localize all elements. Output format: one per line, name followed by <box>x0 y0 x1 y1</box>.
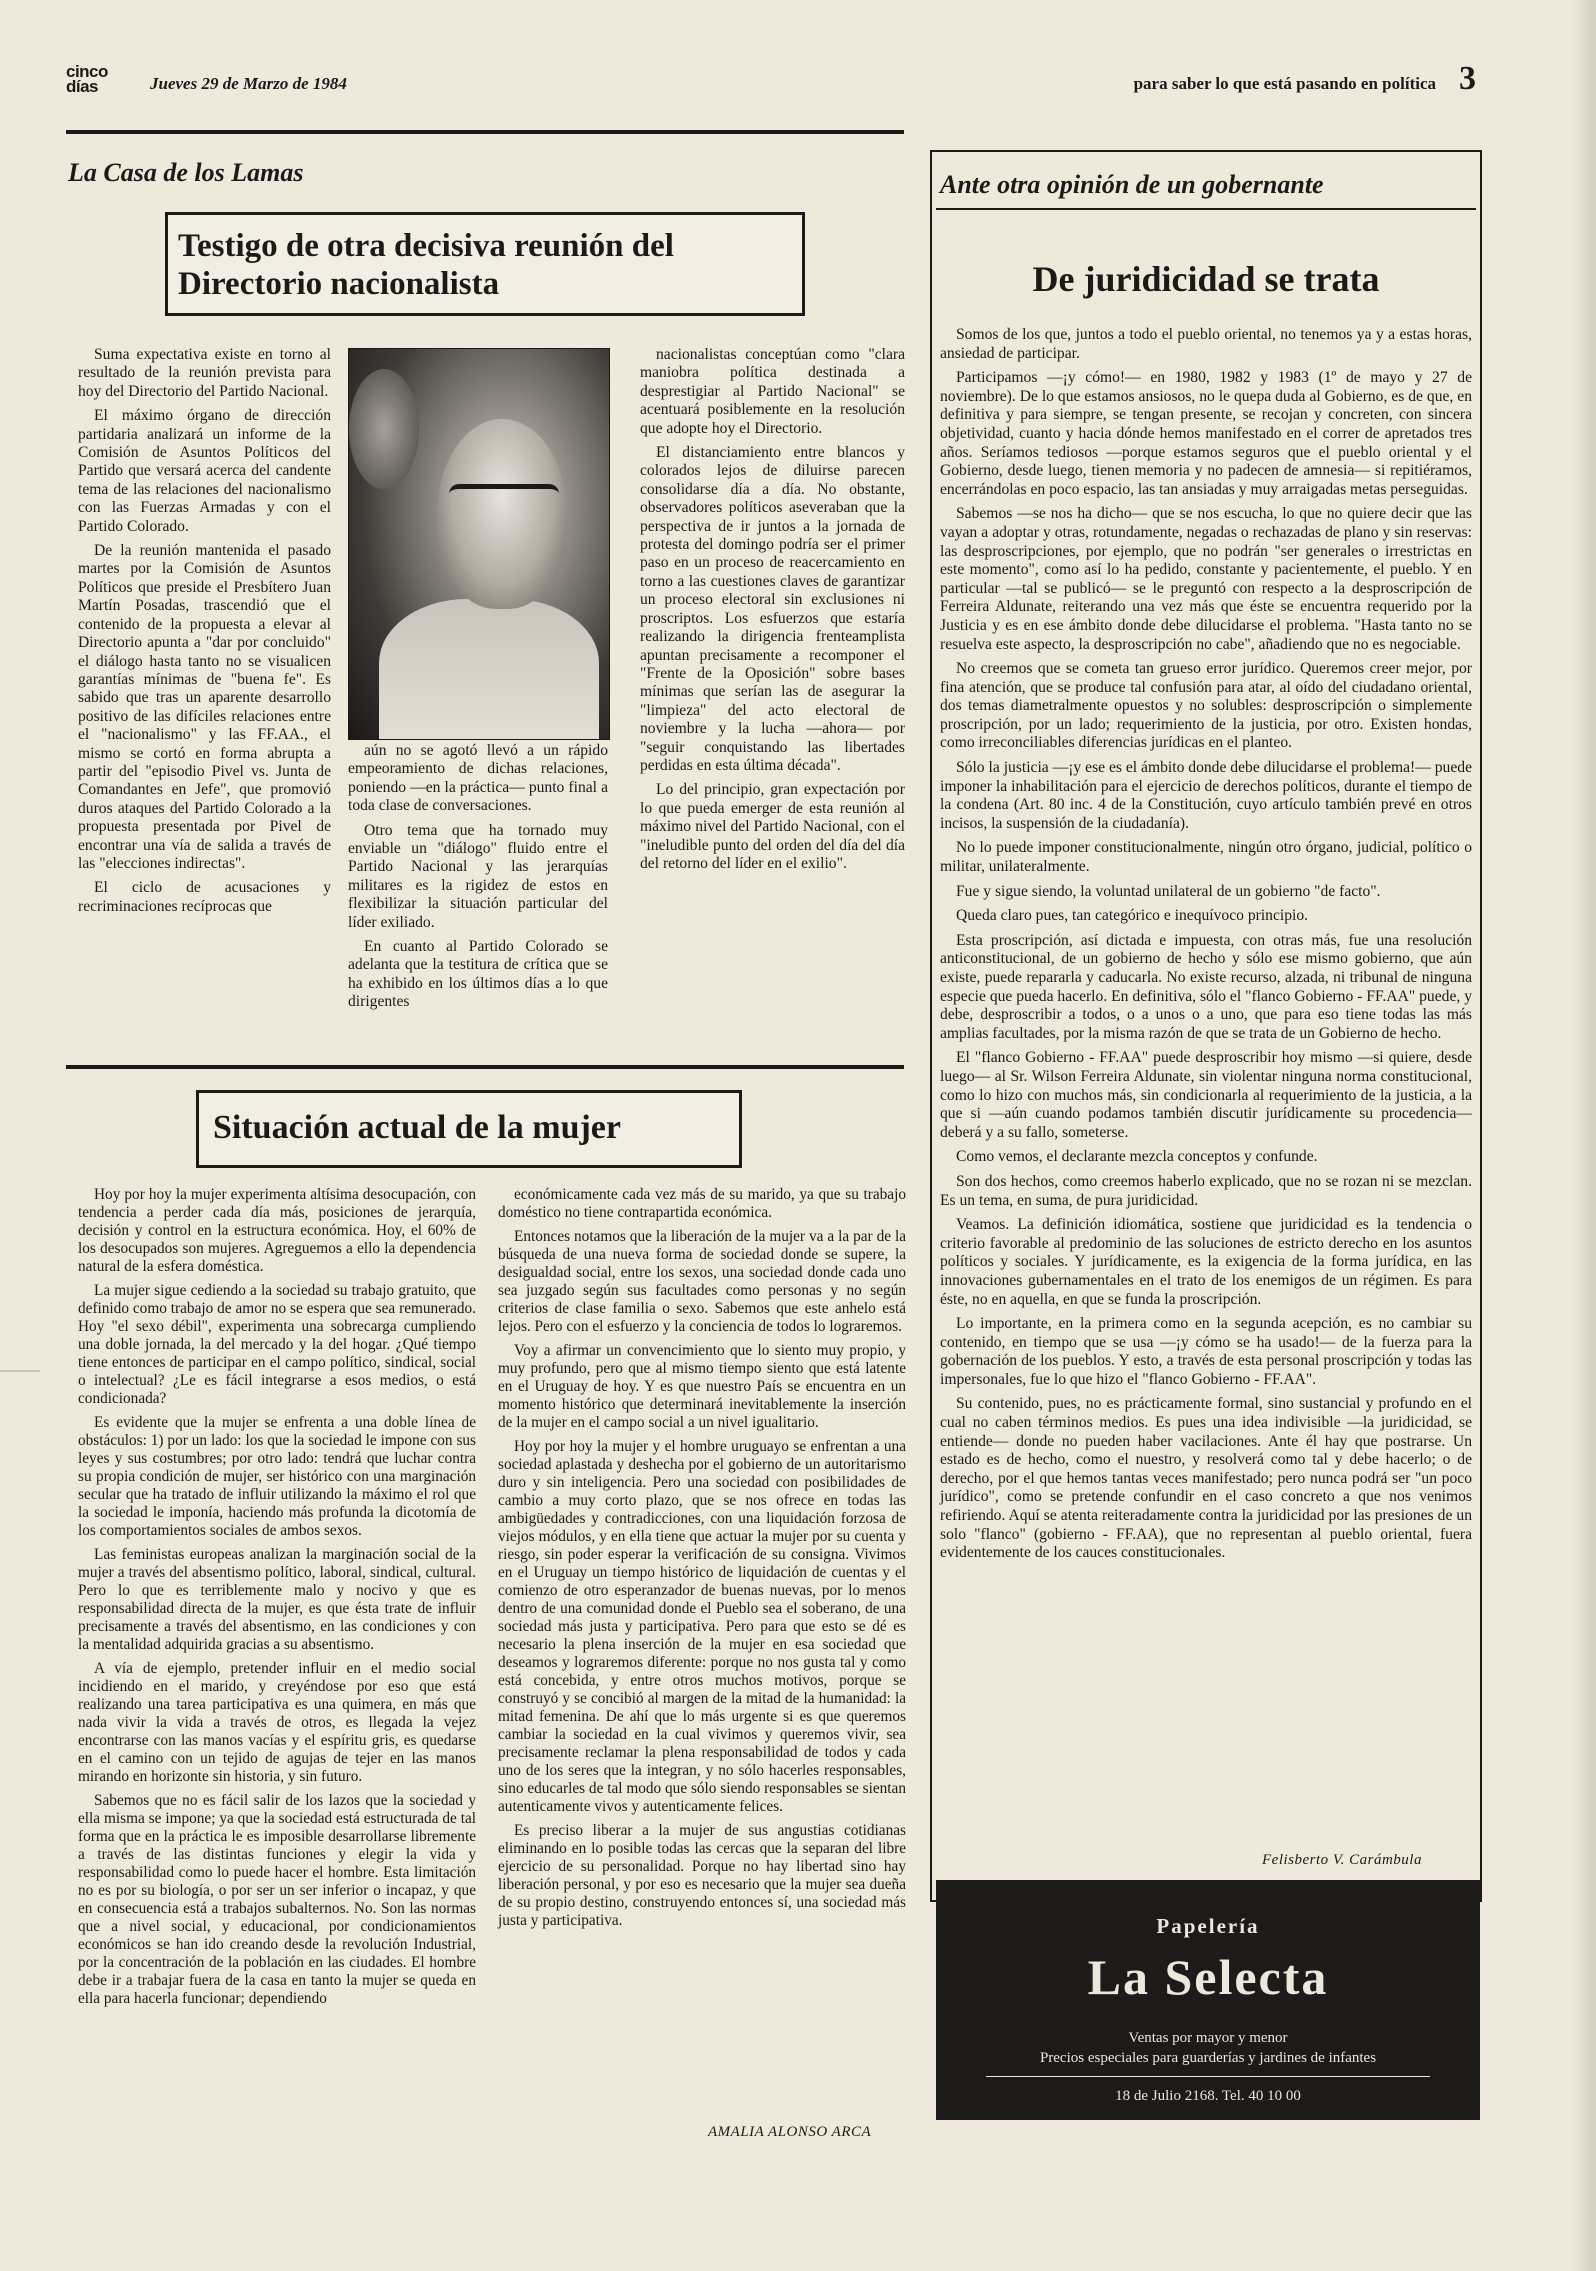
advertisement <box>936 1880 1480 2120</box>
paragraph: Su contenido, pues, no es prácticamente formal, sino sustancial y profundo en el cual no caben términos medios. Es pues una idea indivisible —la juridicidad, se entiende— donde no pueden haber vacilaciones. Ante él hay que postrarse. Un estado es de hecho, como el nuestro, y resolverá como tal y debe hacerlo; o de derecho, por el que hemos tantas veces manifestado; pero nunca podrá ser "un poco jurídico", como se pretende confundir en el caso concreto a que nos venimos refiriendo. Aquí se atenta reiteradamente contra la juridicidad por las presiones de un solo "flanco" (gobierno - FF.AA), que no representan al pueblo oriental, fuera evidentemente de los cauces constitucionales. <box>940 1395 1472 1562</box>
paragraph: Es evidente que la mujer se enfrenta a una doble línea de obstáculos: 1) por un lado: los que la sociedad le impone con sus leyes y sus costumbres; por otro lado: tendrá que luchar contra su propia condición de mujer, ser histórico con una marginación secular que ha tratado de influir utilizando la máximo el rol que la sociedad le imponía, haciendo más profunda la dicotomía de los comportamientos sociales de ambos sexos. <box>78 1414 476 1539</box>
paragraph: Somos de los que, juntos a todo el pueblo oriental, no tenemos ya y a estas horas, ansiedad de participar. <box>940 326 1472 362</box>
article1-headline <box>165 212 805 316</box>
paragraph: El ciclo de acusaciones y recriminaciones recíprocas que <box>78 879 331 915</box>
paragraph: La mujer sigue cediendo a la sociedad su trabajo gratuito, que definido como trabajo de amor no se espera que sea remunerado. Hoy "el sexo débil", experimenta una sobrecarga cumpliendo una doble jornada, la del mercado y la del hogar. ¿Qué tiempo tiene entonces de participar en el campo político, sindical, social o intelectual? ¿Le es fácil integrarse a esos medios, o está condicionada? <box>78 1282 476 1407</box>
photo-background-figure <box>349 369 419 489</box>
photo-figure-face <box>437 419 567 609</box>
logo-line1: cinco <box>66 62 108 81</box>
article1-column2 <box>348 742 608 1042</box>
article2-headline: Situación actual de la mujer <box>196 1090 742 1168</box>
kicker-rule <box>936 208 1476 210</box>
paragraph: A vía de ejemplo, pretender influir en el medio social incidiendo en el marido, y creyéndose por eso que está realizando una tarea participativa es una quimera, en más que nada vivir la vida a través de otros, es llegada la vejez encontrarse con las manos vacías y el espíritu gris, es quedarse en el camino con un tejido de agujas de tejer en las manos mirando en horizonte sin historia, y sin futuro. <box>78 1660 476 1785</box>
paragraph: Las feministas europeas analizan la marginación social de la mujer a través del absentismo político, laboral, sindical, cultural. Pero lo que es terriblemente malo y nocivo y que es responsabilidad directa de la mujer, es que ésta trate de influir precisamente a través del absentismo, en las condiciones y con la mentalidad adquirida gracias a su absentismo. <box>78 1546 476 1653</box>
ad-divider <box>986 2076 1430 2077</box>
newspaper-logo <box>66 64 108 94</box>
article1-kicker: La Casa de los Lamas <box>68 158 304 187</box>
paragraph: Suma expectativa existe en torno al resultado de la reunión prevista para hoy del Directorio del Partido Nacional. <box>78 346 331 400</box>
paragraph: No creemos que se cometa tan grueso error jurídico. Queremos creer mejor, por fina atención, que se produce tal confusión para atar, al oído del ciudadano oriental, dos temas diametralmente opuestos y no solubles: desproscripción o simplemente proscripción, por un lado; requerimiento de la justicia, por otro. Existen hondas, como irreconciliables diferencias jurídicas en el planteo. <box>940 660 1472 752</box>
paragraph: Otro tema que ha tornado muy enviable un "diálogo" fluido entre el Partido Nacional y las jerarquías militares es la rigidez de estos en flexibilizar la situación particular del líder exiliado. <box>348 821 608 931</box>
paragraph: Hoy por hoy la mujer y el hombre uruguayo se enfrentan a una sociedad aplastada y deshecha por el gobierno de un autoritarismo duro y sin inteligencia. Pero una sociedad con posibilidades de cambio a muy corto plazo, que se nos ofrece en todas las ambigüedades y contradicciones, con una liquidación forzosa de viejos módulos, y en ella tiene que actuar la mujer por su cuenta y riesgo, sin poder esperar la verificación de su consigna. Vivimos en el Uruguay un tiempo histórico de liquidación de cuentas y el comienzo de otro esperanzador de buenas nuevas, por lo menos dentro de una comunidad donde el Pueblo sea el soberano, de una sociedad más justa y participativa. Pero para que esto se dé es necesario la plena inserción de la mujer en esa sociedad que deseamos y lograremos diferente: porque no nos gusta tal y como está concebida, y entre otros muchos motivos, porque se construyó y se concibió al margen de la mitad de la humanidad: la mitad femenina. De ahí que lo más urgente si es que queremos cambiar la sociedad en la cual vivimos y queremos vivir, sea precisamente reclamar la plena responsabilidad de todos y cada uno de los seres que la integran, y no sólo hacerles responsables, sino educarles de tal modo que sólo siendo responsables se sientan autenticamente vivos y autenticamente felices. <box>498 1438 906 1815</box>
paragraph: aún no se agotó llevó a un rápido empeoramiento de dichas relaciones, poniendo —en la práctica— punto final a toda clase de conversaciones. <box>348 742 608 815</box>
paragraph: Participamos —¡y cómo!— en 1980, 1982 y 1983 (1º de mayo y 27 de noviembre). De lo que estamos ansiosos, no le quepa duda al Gobierno, es de que, en definitiva y para siempre, se tengan presente, se recojan y concreten, con sincera objetividad, cuanto y hacia dónde hemos manifestado en el correr de apretados tres años. Seríamos tediosos —porque estamos seguros que el pueblo oriental y el Gobierno, desde luego, tienen memoria y no padecen de amnesia— si repitiéramos, encerrándolas en poco espacio, las tan ansiadas y muy arraigadas metas perseguidas. <box>940 369 1472 498</box>
paragraph: Queda claro pues, tan categórico e inequívoco principio. <box>956 907 1309 925</box>
article1-headline-line2: Directorio nacionalista <box>178 266 500 302</box>
photo-figure-body <box>379 599 599 740</box>
paragraph: Sabemos —se nos ha dicho— que se nos escucha, lo que no quiere decir que las vayan a adoptar y otras, rotundamente, negadas o rechazadas de plano y sin reservas: las desproscripciones, por ejemplo, que no podrán "ser generales o irrestrictas en este momento", como así lo ha pedido, constante y pacientemente, el pueblo. Y en particular —tal se publicó— se le preguntó con respecto a la desproscripción de Ferreira Aldunate, reiterando una vez más que éste se encuentra requerido por la Justicia y es en ese ámbito donde debe dilucidarse el problema. "Hasta tanto no se resuelva este aspecto, la desproscripción no cabe", añadiendo que no es negociable. <box>940 505 1472 653</box>
article1-column1 <box>78 346 331 1046</box>
paragraph: Sabemos que no es fácil salir de los lazos que la sociedad y ella misma se impone; ya que la sociedad está estructurada de tal forma que en la práctica le es imposible desarrollarse libremente a través de las distintas funciones y elegir la vida y responsabilidad como lo puede hacer el hombre. Esta limitación no es por su biología, o por ser un ser inferior o incapaz, y que en consecuencia está a trabajos subalternos. No. Son las normas que a nivel social, y educacional, por condicionamientos económicos se han ido creando desde la revolución Industrial, por la concentración de la población en las ciudades. El hombre debe ir a trabajar fuera de la casa en tanto la mujer se queda en ella para hacerla funcionar; dependiendo <box>78 1792 476 2007</box>
tagline: para saber lo que está pasando en política <box>1133 74 1436 93</box>
paragraph: No lo puede imponer constitucionalmente, ningún otro órgano, judicial, político o militar, unilateralmente. <box>940 839 1472 876</box>
paragraph: Hoy por hoy la mujer experimenta altísima desocupación, con tendencia a perder cada día más, posiciones de jerarquía, decisión y control en la estructura económica. Hoy, el 60% de los desocupados son mujeres. Agreguemos a ello la dependencia natural de la esfera doméstica. <box>78 1186 476 1275</box>
section-rule <box>66 130 904 134</box>
logo-line2: días <box>66 77 99 96</box>
paragraph: Esta proscripción, así dictada e impuesta, con otras más, fue una resolución anticonstitucional, de un gobierno de hecho y sólo ese mismo gobierno, que aún existe, puede repararla y caducarla. No existe recurso, alzada, ni tribunal de ninguna especie que pueda hacerlo. En definitiva, sólo el "flanco Gobierno - FF.AA" puede, y debe, desproscribir a todos, o a unos o a uno, que para eso tiene todas las más amplias facultades, por la misma razón de que se trata de un Gobierno de hecho. <box>940 931 1472 1042</box>
paragraph: Veamos. La definición idiomática, sostiene que juridicidad es la tendencia o criterio favorable al predominio de las soluciones de estricto derecho en los asuntos políticos y sociales. Y jurídicamente, es la exigencia de la forma jurídica, en las innovaciones gubernamentales en el trato de los enemigos de un régimen. Es para éste, no en aquella, en que se funda la proscripción. <box>940 1216 1472 1308</box>
ad-category: Papelería <box>1156 1914 1260 1938</box>
section-rule <box>66 1065 904 1069</box>
article1-column3 <box>640 346 905 1046</box>
paragraph: Como vemos, el declarante mezcla conceptos y confunde. <box>956 1148 1318 1166</box>
paragraph: Entonces notamos que la liberación de la mujer va a la par de la búsqueda de una nueva forma de sociedad donde se supere, la desigualdad social, entre los sexos, una sociedad donde cada uno sea juzgado según sus facultades como personas y no según criterios de clase familia o sexo. Sabemos que este anhelo está lejos. Pero con el esfuerzo y la conciencia de todos lo lograremos. <box>498 1228 906 1335</box>
paragraph: Son dos hechos, como creemos haberlo explicado, que no se rozan ni se mezclan. Es un tema, en suma, de pura juridicidad. <box>940 1172 1472 1209</box>
paragraph: nacionalistas conceptúan como "clara maniobra política destinada a desprestigiar al Partido Nacional" se acentuará posiblemente en la resolución que adopte hoy el Directorio. <box>640 346 905 437</box>
ad-address: 18 de Julio 2168. Tel. 40 10 00 <box>1115 2088 1301 2104</box>
paragraph: Lo importante, en la primera como en la segunda acepción, es no cambiar su contenido, en tiempo que se usa —¡y cómo se ha usado!— de la fuerza para la gobernación de los pueblos. Y esto, a través de esta personal proscripción y todas las impersonales, fue lo que hizo el "flanco Gobierno - FF.AA". <box>940 1315 1472 1388</box>
article2-byline: AMALIA ALONSO ARCA <box>708 2124 872 2140</box>
ad-line2: Precios especiales para guarderías y jardines de infantes <box>1039 2050 1377 2066</box>
paragraph: De la reunión mantenida el pasado martes por la Comisión de Asuntos Políticos que preside el Presbítero Juan Martín Posadas, trascendió que el contenido de la propuesta a elevar al Directorio apunta a "dar por concluido" el diálogo hasta tanto no se visualicen garantías mínimas de "buena fe". Es sabido que tras un aparente desarrollo positivo de las difíciles relaciones entre el "nacionalismo" y las FF.AA., el mismo se cortó en forma abrupta a partir del "episodio Pivel vs. Junta de Comandantes en Jefe", que promovió duros ataques del Partido Colorado a la propuesta presentada por Pivel de encontrar una vía de salida a través de las "elecciones indirectas". <box>78 542 331 872</box>
paragraph: Es preciso liberar a la mujer de sus angustias cotidianas eliminando en lo posible todas las cercas que la separan del libre ejercicio de su personalidad. Porque no hay libertad sino hay liberación personal, y por eso es necesario que la mujer sea dueña de su propio destino, construyendo entonces sí, una sociedad más justa y participativa. <box>498 1822 906 1929</box>
masthead <box>66 62 1476 102</box>
article3-byline: Felisberto V. Carámbula <box>1262 1852 1422 1868</box>
paragraph: En cuanto al Partido Colorado se adelanta que la testitura de crítica que se ha exhibido en los últimos días a lo que dirigentes <box>348 938 608 1011</box>
article1-headline-line1: Testigo de otra decisiva reunión del <box>178 228 674 264</box>
paragraph: económicamente cada vez más de su marido, ya que su trabajo doméstico no tiene contrapartida económica. <box>498 1186 906 1221</box>
photo-glasses <box>449 484 559 511</box>
paragraph: El distanciamiento entre blancos y colorados lejos de diluirse parecen consolidarse día a día. No obstante, observadores políticos aseveraban que la perspectiva de ir juntos a la jornada de protesta del domingo podría ser el primer paso en un proceso de reacercamiento en torno a las cuestiones claves de garantizar un proceso electoral sin exclusiones ni proscriptos. Los esfuerzos que estaría realizando la dirigencia frenteamplista apuntan precisamente a recomponer el "Frente de la Oposición" sobre bases mínimas que serían las de asegurar la "limpieza" del acto electoral de noviembre y la lucha —ahora— por "seguir conquistando las libertades perdidas en esta última década". <box>640 444 905 774</box>
paper-edge <box>1570 0 1596 2271</box>
paragraph: Voy a afirmar un convencimiento que lo siento muy propio, y muy profundo, pero que al mismo tiempo siento que está latente en el Uruguay de hoy. Y es que nuestro País se encuentra en un momento histórico que determinará inevitablemente la inserción de la mujer en el campo social a un nivel igualitario. <box>498 1342 906 1431</box>
article3-body <box>940 326 1472 1846</box>
article3-kicker: Ante otra opinión de un gobernante <box>940 170 1324 199</box>
paper-crease <box>0 1370 40 1372</box>
paragraph: El "flanco Gobierno - FF.AA" puede desproscribir hoy mismo —si quiere, desde luego— al Sr. Wilson Ferreira Aldunate, sin violentar ninguna norma constitucional, como lo hizo con muchos más, sin condicionarla al requerimiento de la justicia, a la que si —aún cuando podamos también discutir jurídicamente su procedencia— deberá y a su fallo, someterse. <box>940 1049 1472 1141</box>
article2-column1 <box>78 1186 476 2166</box>
politician-photo <box>348 348 610 740</box>
page-number: 3 <box>1459 60 1476 97</box>
ad-store-name: La Selecta <box>1087 1949 1329 2005</box>
dateline: Jueves 29 de Marzo de 1984 <box>150 74 347 93</box>
ad-line1: Ventas por mayor y menor <box>1128 2030 1288 2046</box>
article3-headline: De juridicidad se trata <box>1032 259 1380 299</box>
paragraph: Sólo la justicia —¡y ese es el ámbito donde debe dilucidarse el problema!— puede imponer la inhabilitación para el ejercicio de derechos políticos, durante el tiempo de la condena (Art. 80 inc. 4 de la Constitución, cuyo artículo también prevé en otros incisos, la suspensión de la ciudadanía). <box>940 759 1472 832</box>
paragraph: Fue y sigue siendo, la voluntad unilateral de un gobierno "de facto". <box>956 882 1381 900</box>
article2-column2 <box>498 1186 906 2116</box>
paragraph: El máximo órgano de dirección partidaria analizará un informe de la Comisión de Asuntos Políticos del Partido que versará acerca del candente tema de las relaciones del nacionalismo con las Fuerzas Armadas y con el Partido Colorado. <box>78 407 331 535</box>
paragraph: Lo del principio, gran expectación por lo que pueda emerger de esta reunión al máximo nivel del Partido Nacional, con el "ineludible punto del orden del día del día del retorno del líder en el exilio". <box>640 781 905 872</box>
